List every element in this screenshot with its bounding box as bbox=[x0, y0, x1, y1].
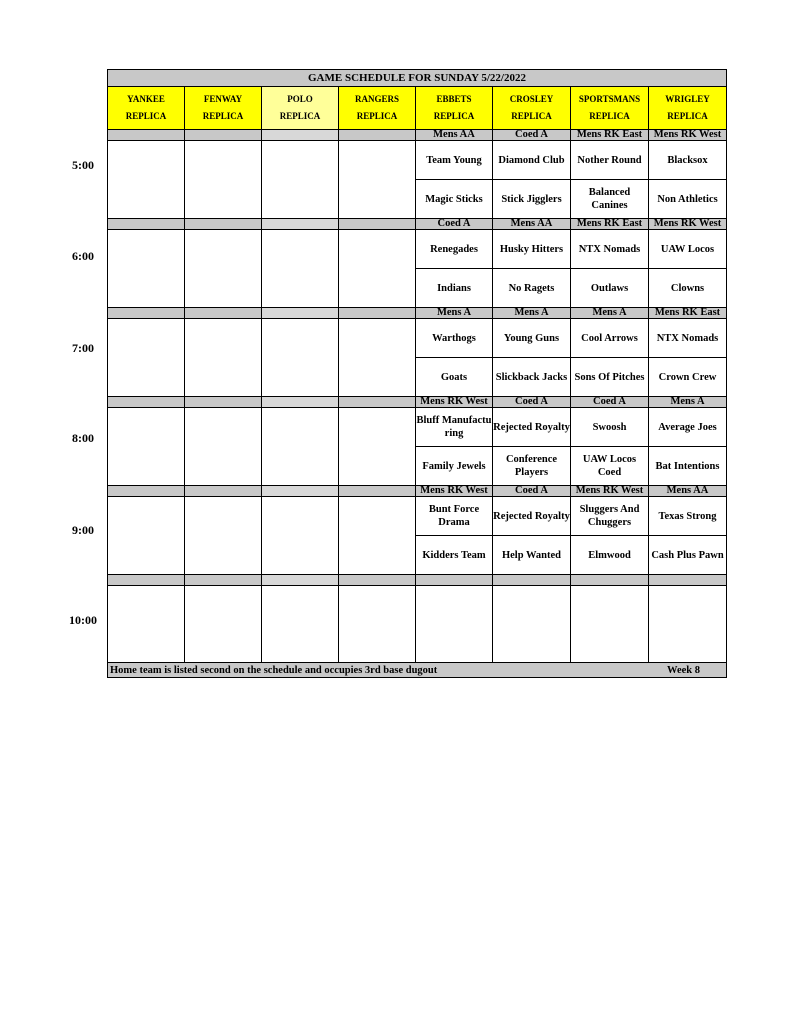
home-team: Outlaws bbox=[571, 269, 649, 308]
venue-name: YANKEE bbox=[127, 94, 165, 104]
venue-name: EBBETS bbox=[436, 94, 472, 104]
empty-cell bbox=[262, 447, 339, 486]
footer-note: Home team is listed second on the schedule and occupies 3rd base dugout bbox=[110, 664, 438, 676]
empty-cell bbox=[262, 497, 339, 536]
division-cell bbox=[108, 397, 185, 408]
venue-sub: REPLICA bbox=[202, 111, 244, 121]
division-cell: Mens RK West bbox=[571, 486, 649, 497]
home-team: Conference Players bbox=[493, 447, 571, 486]
empty-cell bbox=[185, 536, 262, 575]
home-team: Clowns bbox=[649, 269, 727, 308]
empty-cell bbox=[108, 447, 185, 486]
empty-cell bbox=[262, 358, 339, 397]
home-team: Elmwood bbox=[571, 536, 649, 575]
away-team bbox=[416, 586, 493, 625]
empty-cell bbox=[339, 624, 416, 663]
home-team: Stick Jigglers bbox=[493, 180, 571, 219]
home-team: Non Athletics bbox=[649, 180, 727, 219]
away-team: Rejected Royalty bbox=[493, 497, 571, 536]
away-team: Bluff Manufacturing bbox=[416, 408, 493, 447]
division-cell bbox=[185, 219, 262, 230]
venue-header bbox=[649, 87, 727, 130]
empty-cell bbox=[339, 358, 416, 397]
empty-cell bbox=[185, 269, 262, 308]
venue-header bbox=[416, 87, 493, 130]
empty-cell bbox=[262, 408, 339, 447]
division-cell: Mens RK West bbox=[649, 130, 727, 141]
empty-cell bbox=[185, 358, 262, 397]
division-cell: Mens A bbox=[571, 308, 649, 319]
venue-name: SPORTSMANS bbox=[578, 94, 641, 104]
home-team: Kidders Team bbox=[416, 536, 493, 575]
division-cell bbox=[185, 308, 262, 319]
empty-cell bbox=[262, 180, 339, 219]
away-team: Warthogs bbox=[416, 319, 493, 358]
time-label: 7:00 bbox=[72, 341, 94, 355]
venue-header bbox=[571, 87, 649, 130]
home-team bbox=[571, 624, 649, 663]
empty-cell bbox=[339, 180, 416, 219]
empty-cell bbox=[185, 141, 262, 180]
venue-name: POLO bbox=[287, 94, 313, 104]
venue-sub: REPLICA bbox=[279, 111, 321, 121]
schedule-title: GAME SCHEDULE FOR SUNDAY 5/22/2022 bbox=[108, 70, 727, 87]
venue-sub: REPLICA bbox=[589, 111, 630, 121]
venue-name: RANGERS bbox=[354, 94, 399, 104]
footer-week: Week 8 bbox=[667, 664, 700, 676]
division-cell bbox=[185, 575, 262, 586]
empty-cell bbox=[339, 497, 416, 536]
home-team: Goats bbox=[416, 358, 493, 397]
empty-cell bbox=[108, 358, 185, 397]
venue-sub: REPLICA bbox=[511, 111, 552, 121]
venue-sub: REPLICA bbox=[667, 111, 708, 121]
home-team: Magic Sticks bbox=[416, 180, 493, 219]
empty-cell bbox=[339, 586, 416, 625]
division-cell: Mens RK East bbox=[571, 130, 649, 141]
empty-cell bbox=[108, 269, 185, 308]
division-cell bbox=[571, 575, 649, 586]
home-team: Balanced Canines bbox=[571, 180, 649, 219]
division-cell: Mens RK East bbox=[649, 308, 727, 319]
empty-cell bbox=[108, 624, 185, 663]
division-cell: Mens AA bbox=[416, 130, 493, 141]
division-cell bbox=[339, 308, 416, 319]
empty-cell bbox=[339, 269, 416, 308]
division-cell bbox=[262, 397, 339, 408]
empty-cell bbox=[262, 536, 339, 575]
away-team bbox=[649, 586, 727, 625]
time-label: 6:00 bbox=[72, 249, 94, 263]
division-cell bbox=[262, 308, 339, 319]
home-team: Bat Intentions bbox=[649, 447, 727, 486]
division-cell: Mens RK West bbox=[649, 219, 727, 230]
empty-cell bbox=[185, 624, 262, 663]
away-team bbox=[571, 586, 649, 625]
empty-cell bbox=[108, 536, 185, 575]
empty-cell bbox=[262, 319, 339, 358]
venue-sub: REPLICA bbox=[433, 111, 475, 121]
venue-header bbox=[339, 87, 416, 130]
empty-cell bbox=[262, 586, 339, 625]
division-cell bbox=[108, 308, 185, 319]
empty-cell bbox=[185, 319, 262, 358]
empty-cell bbox=[108, 180, 185, 219]
away-team: Average Joes bbox=[649, 408, 727, 447]
division-cell bbox=[416, 575, 493, 586]
division-cell bbox=[493, 575, 571, 586]
away-team: NTX Nomads bbox=[649, 319, 727, 358]
empty-cell bbox=[339, 408, 416, 447]
empty-cell bbox=[262, 624, 339, 663]
division-cell bbox=[108, 575, 185, 586]
empty-cell bbox=[108, 586, 185, 625]
division-cell bbox=[185, 486, 262, 497]
home-team: Crown Crew bbox=[649, 358, 727, 397]
away-team bbox=[493, 586, 571, 625]
away-team: Swoosh bbox=[571, 408, 649, 447]
empty-cell bbox=[339, 319, 416, 358]
division-cell: Mens RK East bbox=[571, 219, 649, 230]
division-cell bbox=[339, 486, 416, 497]
division-cell bbox=[262, 219, 339, 230]
away-team: Team Young bbox=[416, 141, 493, 180]
division-cell: Coed A bbox=[493, 397, 571, 408]
venue-header bbox=[262, 87, 339, 130]
division-cell bbox=[185, 397, 262, 408]
empty-cell bbox=[108, 319, 185, 358]
empty-cell bbox=[185, 230, 262, 269]
empty-cell bbox=[185, 447, 262, 486]
empty-cell bbox=[185, 497, 262, 536]
schedule-table bbox=[107, 69, 727, 678]
division-cell: Mens RK West bbox=[416, 397, 493, 408]
division-cell bbox=[262, 130, 339, 141]
venue-header bbox=[493, 87, 571, 130]
home-team: Family Jewels bbox=[416, 447, 493, 486]
venue-name: FENWAY bbox=[203, 94, 243, 104]
away-team: UAW Locos bbox=[649, 230, 727, 269]
home-team: UAW Locos Coed bbox=[571, 447, 649, 486]
division-cell bbox=[108, 219, 185, 230]
home-team bbox=[493, 624, 571, 663]
time-label: 8:00 bbox=[72, 431, 94, 445]
venue-name: WRIGLEY bbox=[665, 94, 710, 104]
time-label: 9:00 bbox=[72, 523, 94, 537]
home-team: Indians bbox=[416, 269, 493, 308]
away-team: NTX Nomads bbox=[571, 230, 649, 269]
home-team: Cash Plus Pawn bbox=[649, 536, 727, 575]
away-team: Renegades bbox=[416, 230, 493, 269]
division-cell bbox=[649, 575, 727, 586]
division-cell bbox=[339, 130, 416, 141]
footer-bar bbox=[108, 663, 727, 678]
home-team: Help Wanted bbox=[493, 536, 571, 575]
empty-cell bbox=[262, 230, 339, 269]
division-cell: Coed A bbox=[416, 219, 493, 230]
empty-cell bbox=[185, 586, 262, 625]
empty-cell bbox=[108, 408, 185, 447]
venue-header bbox=[185, 87, 262, 130]
away-team: Sluggers And Chuggers bbox=[571, 497, 649, 536]
away-team: Husky Hitters bbox=[493, 230, 571, 269]
empty-cell bbox=[339, 536, 416, 575]
home-team: Slickback Jacks bbox=[493, 358, 571, 397]
division-cell bbox=[339, 397, 416, 408]
time-label: 5:00 bbox=[72, 158, 94, 172]
empty-cell bbox=[339, 230, 416, 269]
empty-cell bbox=[262, 141, 339, 180]
empty-cell bbox=[262, 269, 339, 308]
time-label: 10:00 bbox=[69, 613, 97, 627]
division-cell bbox=[262, 575, 339, 586]
division-cell bbox=[108, 130, 185, 141]
home-team: Sons Of Pitches bbox=[571, 358, 649, 397]
empty-cell bbox=[339, 447, 416, 486]
away-team: Cool Arrows bbox=[571, 319, 649, 358]
away-team: Texas Strong bbox=[649, 497, 727, 536]
home-team: No Ragets bbox=[493, 269, 571, 308]
division-cell bbox=[185, 130, 262, 141]
empty-cell bbox=[185, 408, 262, 447]
empty-cell bbox=[108, 230, 185, 269]
division-cell: Mens AA bbox=[493, 219, 571, 230]
division-cell: Coed A bbox=[493, 486, 571, 497]
venue-sub: REPLICA bbox=[356, 111, 398, 121]
empty-cell bbox=[339, 141, 416, 180]
division-cell: Mens AA bbox=[649, 486, 727, 497]
division-cell: Mens A bbox=[493, 308, 571, 319]
away-team: Rejected Royalty bbox=[493, 408, 571, 447]
venue-header bbox=[108, 87, 185, 130]
division-cell bbox=[108, 486, 185, 497]
division-cell bbox=[339, 575, 416, 586]
division-cell: Coed A bbox=[493, 130, 571, 141]
division-cell: Mens A bbox=[649, 397, 727, 408]
empty-cell bbox=[185, 180, 262, 219]
empty-cell bbox=[108, 141, 185, 180]
away-team: Bunt Force Drama bbox=[416, 497, 493, 536]
venue-name: CROSLEY bbox=[509, 94, 554, 104]
division-cell bbox=[339, 219, 416, 230]
away-team: Young Guns bbox=[493, 319, 571, 358]
away-team: Diamond Club bbox=[493, 141, 571, 180]
away-team: Nother Round bbox=[571, 141, 649, 180]
empty-cell bbox=[108, 497, 185, 536]
division-cell: Coed A bbox=[571, 397, 649, 408]
division-cell: Mens A bbox=[416, 308, 493, 319]
home-team bbox=[416, 624, 493, 663]
division-cell bbox=[262, 486, 339, 497]
venue-sub: REPLICA bbox=[125, 111, 167, 121]
away-team: Blacksox bbox=[649, 141, 727, 180]
home-team bbox=[649, 624, 727, 663]
division-cell: Mens RK West bbox=[416, 486, 493, 497]
